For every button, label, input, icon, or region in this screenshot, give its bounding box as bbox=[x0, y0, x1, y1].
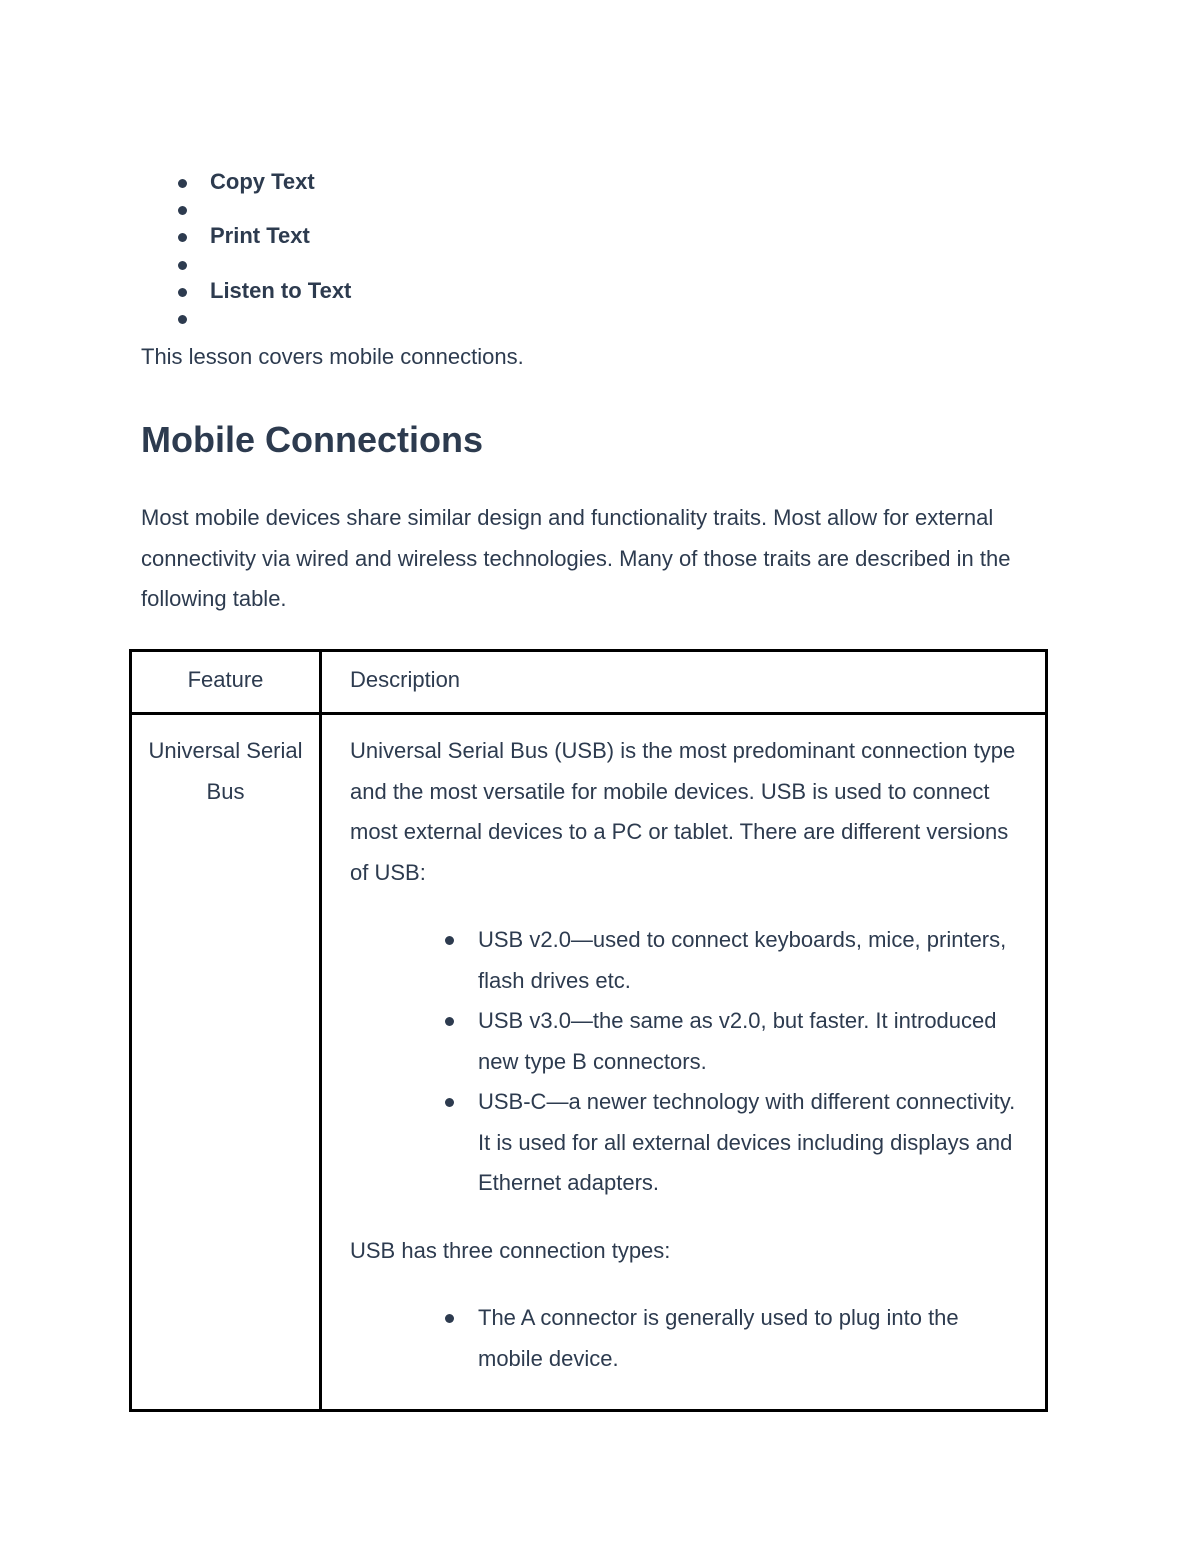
bullet-icon bbox=[178, 288, 187, 297]
column-header-feature: Feature bbox=[131, 651, 321, 714]
table-row bbox=[131, 714, 1047, 1411]
page-title: Mobile Connections bbox=[141, 419, 483, 460]
connection-type-text: The A connector is generally used to plug into the mobile device. bbox=[478, 1305, 959, 1371]
bullet-icon bbox=[178, 179, 187, 188]
empty-list-item bbox=[170, 304, 351, 331]
description-cell bbox=[321, 714, 1047, 1411]
usb-version-text: USB v2.0—used to connect keyboards, mice, printers, flash drives etc. bbox=[478, 927, 1007, 993]
feature-table bbox=[129, 649, 1048, 1412]
bullet-icon bbox=[178, 315, 187, 324]
usb-versions-list bbox=[350, 920, 1017, 1204]
list-item bbox=[478, 1298, 1017, 1379]
empty-list-item bbox=[170, 250, 351, 277]
list-item bbox=[478, 1082, 1017, 1204]
bullet-icon bbox=[445, 1017, 454, 1026]
bullet-icon bbox=[178, 206, 187, 215]
empty-list-item bbox=[170, 195, 351, 222]
lesson-intro: This lesson covers mobile connections. bbox=[141, 344, 524, 369]
usb-description: Universal Serial Bus (USB) is the most predominant connection type and the most versatile for mobile devices. USB is used to connect most external devices to a PC or tablet. There are different versions of USB: bbox=[350, 738, 1016, 885]
usb-version-text: USB v3.0—the same as v2.0, but faster. It introduced new type B connectors. bbox=[478, 1008, 997, 1074]
list-item bbox=[478, 1001, 1017, 1082]
column-header-description: Description bbox=[321, 651, 1047, 714]
bullet-icon bbox=[445, 1098, 454, 1107]
body-paragraph: Most mobile devices share similar design and functionality traits. Most allow for external connectivity via wired and wireless technologies. Many of those traits are described in the following table. bbox=[141, 505, 1011, 611]
listen-to-text-link[interactable] bbox=[170, 277, 351, 304]
copy-text-label[interactable]: Copy Text bbox=[210, 169, 315, 194]
list-item bbox=[478, 920, 1017, 1001]
feature-cell: Universal Serial Bus bbox=[131, 714, 321, 1411]
usb-version-text: USB-C—a newer technology with different connectivity. It is used for all external devices including displays and Ethernet adapters. bbox=[478, 1089, 1016, 1195]
bullet-icon bbox=[445, 1314, 454, 1323]
bullet-icon bbox=[178, 233, 187, 242]
listen-to-text-label[interactable]: Listen to Text bbox=[210, 277, 352, 303]
print-text-link[interactable] bbox=[170, 222, 351, 249]
print-text-label[interactable]: Print Text bbox=[210, 223, 310, 249]
table-header-row bbox=[131, 651, 1047, 714]
bullet-icon bbox=[445, 936, 454, 945]
connection-types-intro: USB has three connection types: bbox=[350, 1237, 671, 1263]
connection-types-list bbox=[350, 1298, 1017, 1379]
bullet-icon bbox=[178, 261, 187, 270]
text-actions-list bbox=[170, 168, 351, 331]
copy-text-link[interactable] bbox=[170, 168, 351, 195]
